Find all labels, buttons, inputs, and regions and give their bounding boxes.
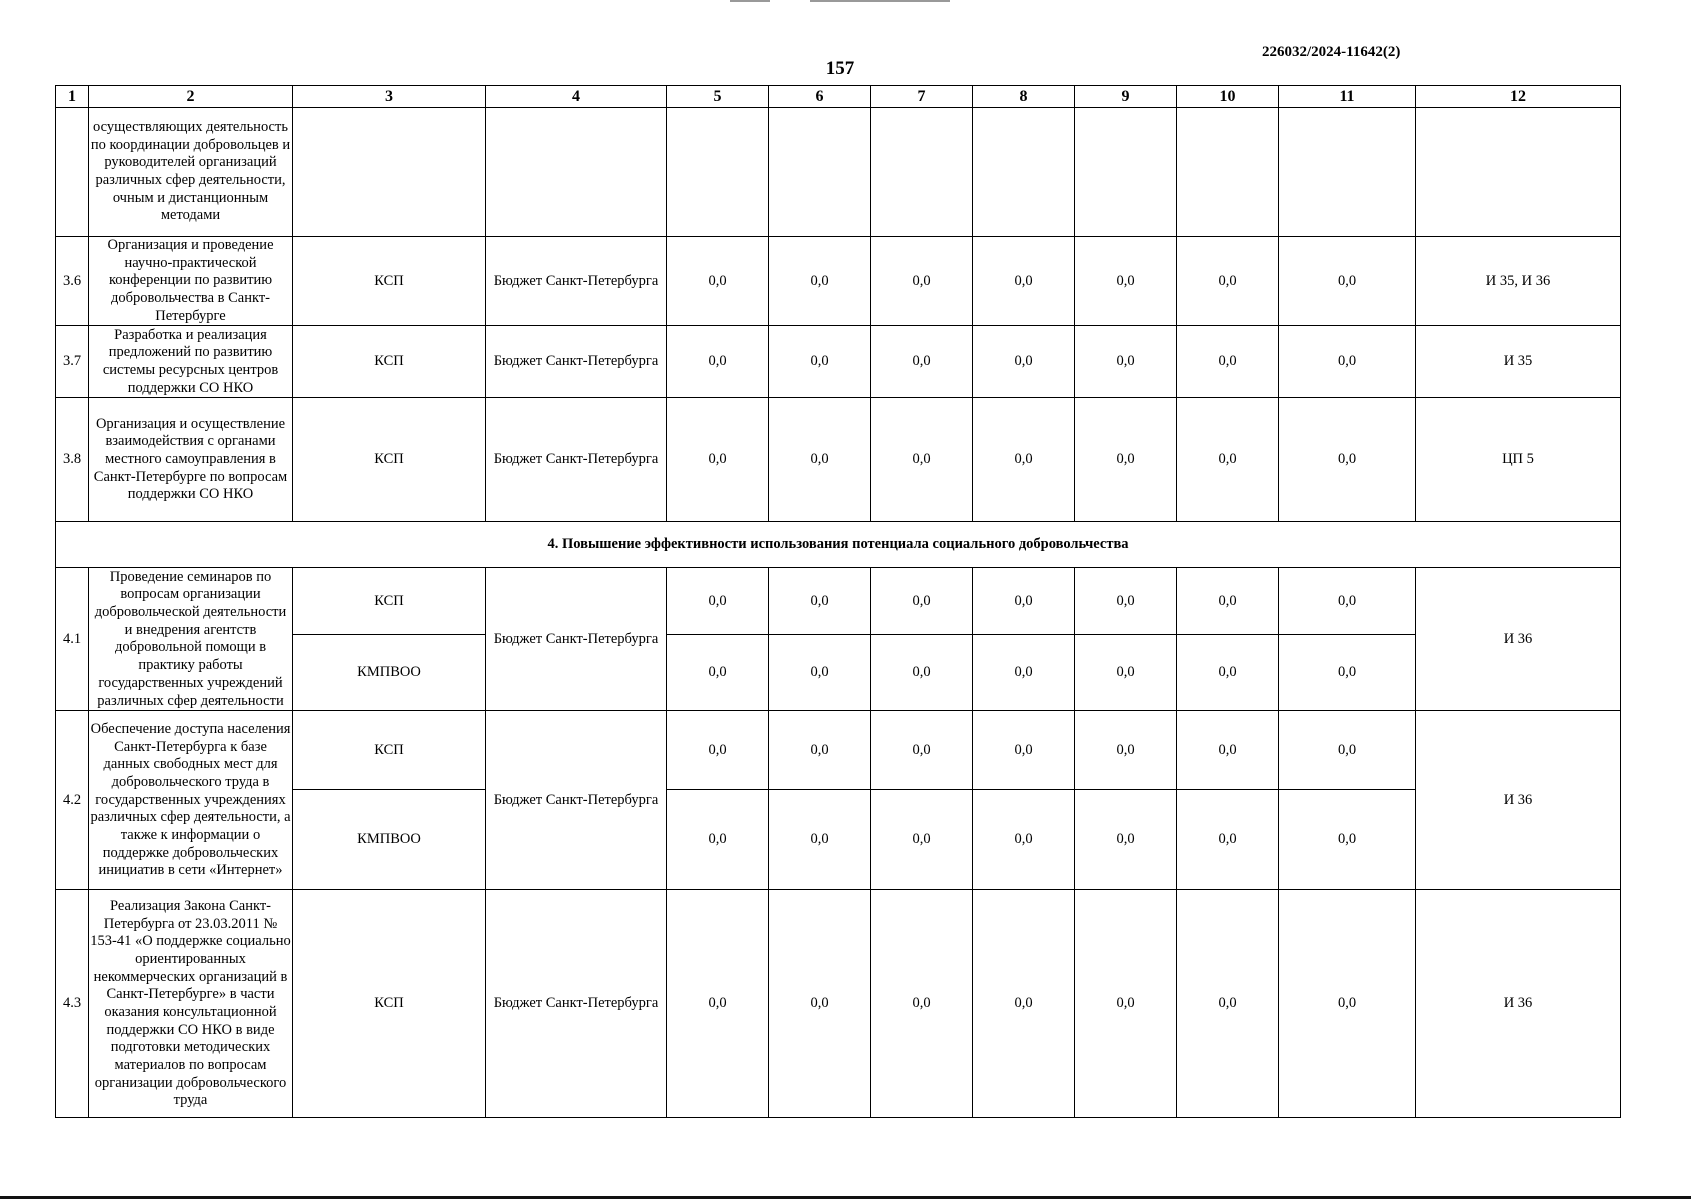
- value-cell: 0,0: [667, 237, 769, 326]
- value-cell: 0,0: [1177, 237, 1279, 326]
- value-cell: 0,0: [769, 635, 871, 711]
- funding-source: Бюджет Санкт-Петербурга: [486, 568, 667, 711]
- value-cell: 0,0: [1177, 398, 1279, 522]
- table-row: [56, 890, 1621, 1118]
- value-cell: 0,0: [1279, 326, 1416, 398]
- value-cell: 0,0: [667, 711, 769, 790]
- section-title: 4. Повышение эффективности использования потенциала социального добровольчества: [56, 522, 1621, 568]
- value-cell: 0,0: [1279, 568, 1416, 635]
- value-cell: 0,0: [1075, 568, 1177, 635]
- column-number: 5: [667, 86, 769, 108]
- row-number: 3.8: [56, 398, 89, 522]
- value-cell: 0,0: [871, 398, 973, 522]
- row-number: 3.6: [56, 237, 89, 326]
- value-cell: 0,0: [667, 326, 769, 398]
- table-row: [56, 568, 1621, 635]
- value-cell: 0,0: [769, 890, 871, 1118]
- row-description: Организация и осуществление взаимодействия с органами местного самоуправления в Санкт-Петербурге по вопросам поддержки СО НКО: [89, 398, 293, 522]
- row-description: Реализация Закона Санкт-Петербурга от 23.03.2011 № 153-41 «О поддержке социально ориентированных некоммерческих организаций в Санкт-Петербурге» в части оказания консультационной поддержки СО НКО в виде подготовки методических материалов по вопросам организации добровольческого труда: [89, 890, 293, 1118]
- executor: КСП: [293, 237, 486, 326]
- value-cell: 0,0: [769, 326, 871, 398]
- scan-artifact-top: [730, 0, 770, 2]
- indicator: И 35, И 36: [1416, 237, 1621, 326]
- value-cell: 0,0: [1177, 711, 1279, 790]
- value-cell: 0,0: [1279, 890, 1416, 1118]
- value-cell: 0,0: [1177, 326, 1279, 398]
- value-cell: 0,0: [871, 635, 973, 711]
- row-number: 4.2: [56, 711, 89, 890]
- value-cell: 0,0: [871, 568, 973, 635]
- row-description: осуществляющих деятельность по координации добровольцев и руководителей организаций различных сфер деятельности, очным и дистанционным методами: [89, 108, 293, 237]
- column-number: 9: [1075, 86, 1177, 108]
- program-table: [55, 85, 1621, 1118]
- value-cell: 0,0: [871, 890, 973, 1118]
- value-cell: 0,0: [667, 398, 769, 522]
- value-cell: 0,0: [667, 568, 769, 635]
- table-row: [56, 237, 1621, 326]
- page-number: 157: [825, 58, 855, 79]
- value-cell: 0,0: [973, 790, 1075, 890]
- executor: КМПВОО: [293, 790, 486, 890]
- column-number: 3: [293, 86, 486, 108]
- value-cell: 0,0: [871, 711, 973, 790]
- executor: КСП: [293, 568, 486, 635]
- value-cell: 0,0: [973, 398, 1075, 522]
- value-cell: 0,0: [1075, 237, 1177, 326]
- value-cell: 0,0: [1177, 635, 1279, 711]
- column-number: 2: [89, 86, 293, 108]
- value-cell: 0,0: [973, 568, 1075, 635]
- row-description: Проведение семинаров по вопросам организации добровольческой деятельности и внедрения агентств добровольной помощи в практику работы государственных учреждений различных сфер деятельности: [89, 568, 293, 711]
- column-number: 11: [1279, 86, 1416, 108]
- column-number: 4: [486, 86, 667, 108]
- value-cell: 0,0: [1279, 711, 1416, 790]
- section-heading-row: [56, 522, 1621, 568]
- document-reference: 226032/2024-11642(2): [1262, 44, 1401, 60]
- column-number: 10: [1177, 86, 1279, 108]
- value-cell: 0,0: [973, 237, 1075, 326]
- column-number: 1: [56, 86, 89, 108]
- row-description: Обеспечение доступа населения Санкт-Петербурга к базе данных свободных мест для добровольческого труда в государственных учреждениях различных сфер деятельности, а также к информации о поддержке добровольческих инициатив в сети «Интернет»: [89, 711, 293, 890]
- funding-source: Бюджет Санкт-Петербурга: [486, 711, 667, 890]
- value-cell: 0,0: [1279, 635, 1416, 711]
- value-cell: 0,0: [1177, 890, 1279, 1118]
- value-cell: 0,0: [1177, 568, 1279, 635]
- column-number: 7: [871, 86, 973, 108]
- row-number: 3.7: [56, 326, 89, 398]
- value-cell: 0,0: [973, 890, 1075, 1118]
- executor: КСП: [293, 326, 486, 398]
- table-row: [56, 326, 1621, 398]
- value-cell: 0,0: [667, 790, 769, 890]
- value-cell: 0,0: [871, 326, 973, 398]
- table-row: [56, 711, 1621, 790]
- value-cell: 0,0: [973, 635, 1075, 711]
- value-cell: 0,0: [871, 790, 973, 890]
- value-cell: 0,0: [1177, 790, 1279, 890]
- scan-artifact-top: [810, 0, 950, 2]
- value-cell: 0,0: [667, 635, 769, 711]
- value-cell: 0,0: [1279, 398, 1416, 522]
- indicator: И 36: [1416, 711, 1621, 890]
- row-number: 4.1: [56, 568, 89, 711]
- value-cell: 0,0: [769, 237, 871, 326]
- scan-artifact-bottom: [0, 1196, 1691, 1199]
- row-description: Организация и проведение научно-практической конференции по развитию добровольчества в Санкт-Петербурге: [89, 237, 293, 326]
- value-cell: 0,0: [769, 790, 871, 890]
- funding-source: Бюджет Санкт-Петербурга: [486, 398, 667, 522]
- table-row-continuation: [56, 108, 1621, 237]
- value-cell: 0,0: [667, 890, 769, 1118]
- value-cell: 0,0: [973, 711, 1075, 790]
- executor: КМПВОО: [293, 635, 486, 711]
- value-cell: 0,0: [1279, 237, 1416, 326]
- indicator: И 36: [1416, 568, 1621, 711]
- value-cell: 0,0: [871, 237, 973, 326]
- value-cell: 0,0: [1075, 635, 1177, 711]
- value-cell: 0,0: [1075, 790, 1177, 890]
- column-number: 8: [973, 86, 1075, 108]
- funding-source: Бюджет Санкт-Петербурга: [486, 237, 667, 326]
- value-cell: 0,0: [973, 326, 1075, 398]
- indicator: И 35: [1416, 326, 1621, 398]
- indicator: ЦП 5: [1416, 398, 1621, 522]
- row-description: Разработка и реализация предложений по развитию системы ресурсных центров поддержки СО НКО: [89, 326, 293, 398]
- row-number: 4.3: [56, 890, 89, 1118]
- column-number: 12: [1416, 86, 1621, 108]
- value-cell: 0,0: [1279, 790, 1416, 890]
- value-cell: 0,0: [1075, 711, 1177, 790]
- funding-source: Бюджет Санкт-Петербурга: [486, 890, 667, 1118]
- column-number-row: [56, 86, 1621, 108]
- value-cell: 0,0: [1075, 398, 1177, 522]
- funding-source: Бюджет Санкт-Петербурга: [486, 326, 667, 398]
- value-cell: 0,0: [1075, 890, 1177, 1118]
- value-cell: 0,0: [1075, 326, 1177, 398]
- column-number: 6: [769, 86, 871, 108]
- value-cell: 0,0: [769, 711, 871, 790]
- table-row: [56, 398, 1621, 522]
- executor: КСП: [293, 398, 486, 522]
- value-cell: 0,0: [769, 568, 871, 635]
- value-cell: 0,0: [769, 398, 871, 522]
- indicator: И 36: [1416, 890, 1621, 1118]
- executor: КСП: [293, 711, 486, 790]
- executor: КСП: [293, 890, 486, 1118]
